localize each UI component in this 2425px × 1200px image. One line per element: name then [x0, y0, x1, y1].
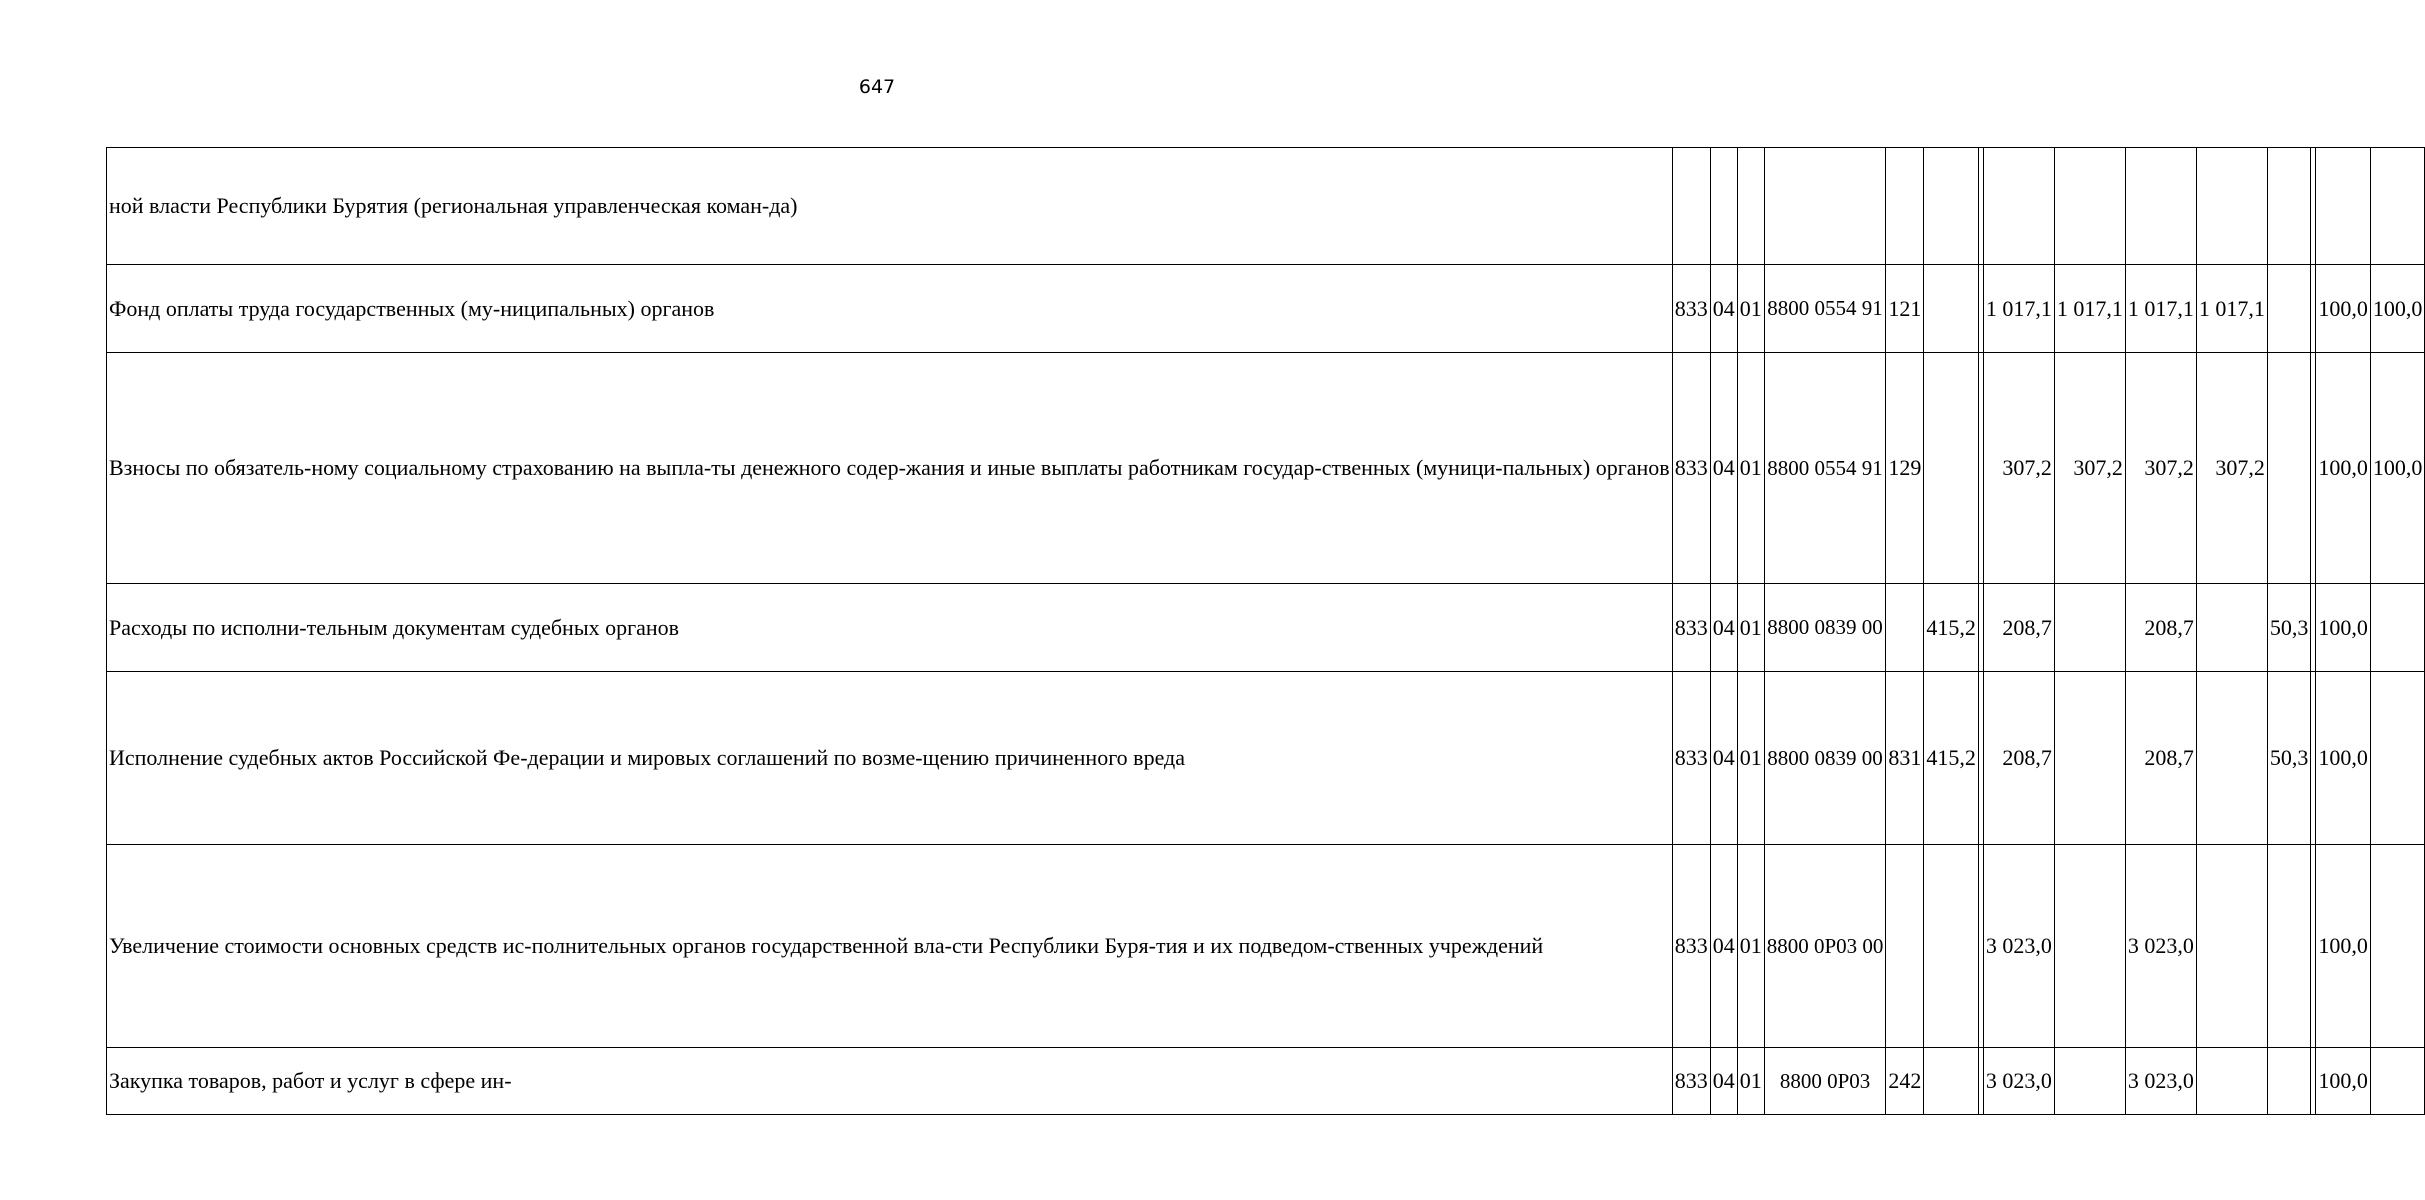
- adm-code: 833: [1672, 672, 1710, 845]
- percent-cell: 100,0: [2316, 353, 2371, 584]
- adm-code: 833: [1672, 845, 1710, 1048]
- section-code: 04: [1710, 845, 1737, 1048]
- percent-cell: [2370, 584, 2425, 672]
- subsection-code: 01: [1737, 672, 1764, 845]
- value-cell: 307,2: [2054, 353, 2125, 584]
- value-cell: [2196, 845, 2267, 1048]
- percent-cell: [2267, 148, 2311, 265]
- value-cell: [2054, 672, 2125, 845]
- value-cell: [1924, 1048, 1979, 1115]
- page-number: 647: [858, 76, 896, 98]
- row-name: ной власти Республики Бурятия (региональная управленческая коман-да): [107, 148, 1673, 265]
- target-article-code: [1764, 148, 1886, 265]
- adm-code: 833: [1672, 584, 1710, 672]
- expense-type-code: 831: [1886, 672, 1924, 845]
- target-article-code: 8800 0554 91: [1764, 265, 1886, 353]
- budget-table: [106, 147, 2425, 1115]
- percent-cell: 100,0: [2316, 584, 2371, 672]
- table-row: [107, 584, 2425, 672]
- section-code: 04: [1710, 265, 1737, 353]
- value-cell: 208,7: [2125, 672, 2196, 845]
- percent-cell: 100,0: [2370, 265, 2425, 353]
- target-article-code: 8800 0839 00: [1764, 672, 1886, 845]
- percent-cell: 100,0: [2316, 265, 2371, 353]
- value-cell: 307,2: [2196, 353, 2267, 584]
- value-cell: 208,7: [1983, 672, 2054, 845]
- value-cell: 307,2: [1983, 353, 2054, 584]
- percent-cell: [2370, 1048, 2425, 1115]
- percent-cell: 100,0: [2316, 672, 2371, 845]
- value-cell: 1 017,1: [2125, 265, 2196, 353]
- expense-type-code: 129: [1886, 353, 1924, 584]
- subsection-code: 01: [1737, 584, 1764, 672]
- table-row: [107, 148, 2425, 265]
- row-name: Фонд оплаты труда государственных (му-ниципальных) органов: [107, 265, 1673, 353]
- table-row: [107, 845, 2425, 1048]
- value-cell: [1983, 148, 2054, 265]
- table-row: [107, 1048, 2425, 1115]
- adm-code: 833: [1672, 1048, 1710, 1115]
- subsection-code: 01: [1737, 353, 1764, 584]
- value-cell: [2196, 1048, 2267, 1115]
- value-cell: 3 023,0: [2125, 1048, 2196, 1115]
- target-article-code: 8800 0P03 00: [1764, 845, 1886, 1048]
- value-cell: [1924, 148, 1979, 265]
- value-cell: 3 023,0: [1983, 1048, 2054, 1115]
- value-cell: [2196, 148, 2267, 265]
- percent-cell: [2370, 148, 2425, 265]
- percent-cell: 100,0: [2316, 845, 2371, 1048]
- section-code: 04: [1710, 1048, 1737, 1115]
- row-name: Расходы по исполни-тельным документам судебных органов: [107, 584, 1673, 672]
- percent-cell: [2316, 148, 2371, 265]
- expense-type-code: [1886, 148, 1924, 265]
- value-cell: 307,2: [2125, 353, 2196, 584]
- subsection-code: 01: [1737, 1048, 1764, 1115]
- value-cell: 208,7: [2125, 584, 2196, 672]
- value-cell: 3 023,0: [2125, 845, 2196, 1048]
- section-code: 04: [1710, 353, 1737, 584]
- value-cell: 1 017,1: [1983, 265, 2054, 353]
- percent-cell: 100,0: [2316, 1048, 2371, 1115]
- value-cell: [1924, 845, 1979, 1048]
- percent-cell: 100,0: [2370, 353, 2425, 584]
- value-cell: 1 017,1: [2196, 265, 2267, 353]
- value-cell: 3 023,0: [1983, 845, 2054, 1048]
- value-cell: [2196, 584, 2267, 672]
- subsection-code: 01: [1737, 845, 1764, 1048]
- value-cell: 208,7: [1983, 584, 2054, 672]
- subsection-code: 01: [1737, 265, 1764, 353]
- expense-type-code: [1886, 845, 1924, 1048]
- target-article-code: 8800 0839 00: [1764, 584, 1886, 672]
- percent-cell: [2267, 265, 2311, 353]
- row-name: Исполнение судебных актов Российской Фе-дерации и мировых соглашений по возме-щению причиненного вреда: [107, 672, 1673, 845]
- section-code: 04: [1710, 584, 1737, 672]
- percent-cell: [2370, 672, 2425, 845]
- table-row: [107, 672, 2425, 845]
- adm-code: 833: [1672, 265, 1710, 353]
- value-cell: 415,2: [1924, 672, 1979, 845]
- section-code: 04: [1710, 672, 1737, 845]
- adm-code: 833: [1672, 353, 1710, 584]
- value-cell: [2054, 584, 2125, 672]
- value-cell: [2125, 148, 2196, 265]
- value-cell: [2196, 672, 2267, 845]
- value-cell: 1 017,1: [2054, 265, 2125, 353]
- value-cell: [1924, 353, 1979, 584]
- subsection-code: [1737, 148, 1764, 265]
- row-name: Взносы по обязатель-ному социальному страхованию на выпла-ты денежного содер-жания и иные выплаты работникам государ-ственных (муници-пальных) органов: [107, 353, 1673, 584]
- expense-type-code: 242: [1886, 1048, 1924, 1115]
- target-article-code: 8800 0554 91: [1764, 353, 1886, 584]
- expense-type-code: [1886, 584, 1924, 672]
- table-row: [107, 353, 2425, 584]
- section-code: [1710, 148, 1737, 265]
- percent-cell: 50,3: [2267, 584, 2311, 672]
- expense-type-code: 121: [1886, 265, 1924, 353]
- value-cell: [1924, 265, 1979, 353]
- value-cell: [2054, 1048, 2125, 1115]
- percent-cell: [2267, 1048, 2311, 1115]
- percent-cell: 50,3: [2267, 672, 2311, 845]
- row-name: Увеличение стоимости основных средств ис-полнительных органов государственной вла-сти Республики Буря-тия и их подведом-ственных учреждений: [107, 845, 1673, 1048]
- percent-cell: [2267, 845, 2311, 1048]
- percent-cell: [2267, 353, 2311, 584]
- target-article-code: 8800 0P03: [1764, 1048, 1886, 1115]
- value-cell: [2054, 148, 2125, 265]
- value-cell: [2054, 845, 2125, 1048]
- table-row: [107, 265, 2425, 353]
- percent-cell: [2370, 845, 2425, 1048]
- adm-code: [1672, 148, 1710, 265]
- value-cell: 415,2: [1924, 584, 1979, 672]
- row-name: Закупка товаров, работ и услуг в сфере ин-: [107, 1048, 1673, 1115]
